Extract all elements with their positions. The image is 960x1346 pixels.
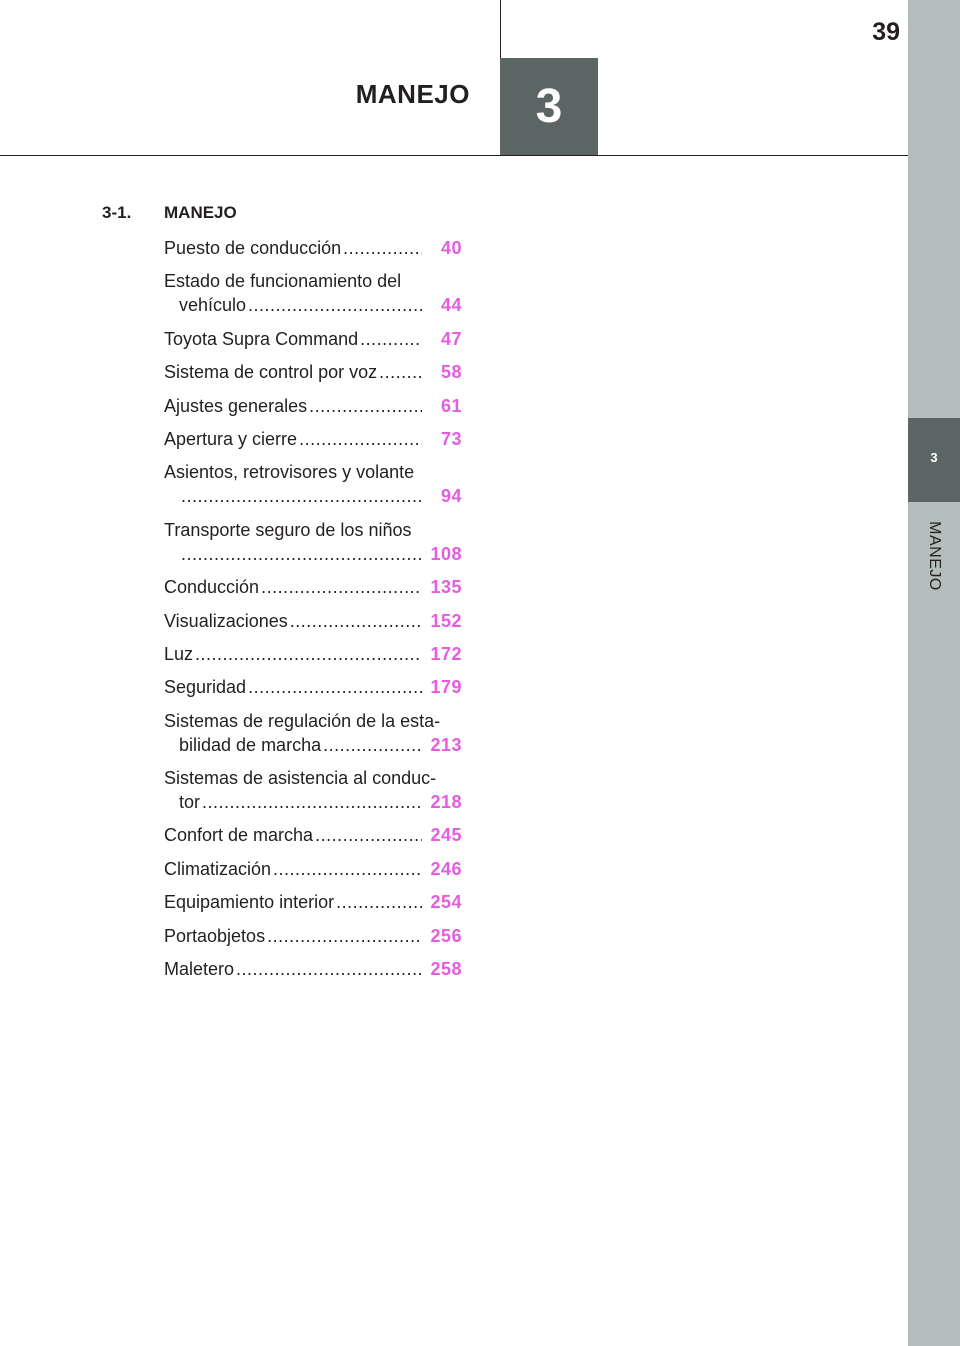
toc-page-link[interactable]: 135: [430, 577, 462, 598]
toc-entry[interactable]: [164, 427, 462, 451]
toc-page-link[interactable]: 40: [440, 238, 462, 258]
toc-entry-title: Toyota Supra Command: [164, 328, 359, 349]
dot-leader: [181, 542, 422, 566]
toc-page-link[interactable]: 108: [430, 543, 462, 564]
toc-entry-line: [164, 575, 462, 599]
toc-entry-title: vehículo: [179, 295, 247, 316]
side-chapter-label: MANEJO: [926, 521, 943, 591]
dot-leader: [336, 890, 422, 914]
toc-entry-title: Confort de marcha: [164, 825, 314, 846]
chapter-number-box: [500, 58, 598, 156]
toc-entry-line: [164, 236, 462, 260]
side-tab-number: 3: [930, 450, 938, 465]
chapter-side-tab[interactable]: [908, 418, 960, 502]
toc-entry-line: [164, 642, 462, 666]
toc-entry-title: Climatización: [164, 858, 272, 879]
toc-entry[interactable]: [164, 236, 462, 260]
toc-entry-title: Conducción: [164, 577, 260, 598]
toc-entry-line: [164, 427, 462, 451]
toc-entry-line: [164, 460, 462, 484]
dot-leader: [379, 360, 422, 384]
toc-page-link[interactable]: 94: [440, 486, 462, 507]
toc-entry-title: Maletero: [164, 959, 235, 980]
toc-entry-line: [164, 790, 462, 814]
toc-entry[interactable]: [164, 766, 462, 814]
toc-section-heading: [102, 203, 237, 223]
toc-entry[interactable]: [164, 360, 462, 384]
toc-entry-line: [164, 542, 462, 566]
toc-entry[interactable]: [164, 642, 462, 666]
toc-entry-title: Estado de funcionamiento del: [164, 271, 402, 292]
toc-entry-line: [164, 766, 462, 790]
dot-leader: [273, 857, 422, 881]
header-divider-horizontal: [0, 155, 908, 156]
toc-entry[interactable]: [164, 675, 462, 699]
toc-entry-line: [164, 518, 462, 542]
toc-page-link[interactable]: 213: [430, 734, 462, 755]
toc-entry-line: [164, 733, 462, 757]
toc-entry-title: Luz: [164, 643, 194, 664]
dot-leader: [290, 609, 422, 633]
dot-leader: [299, 427, 422, 451]
chapter-number: 3: [535, 80, 563, 133]
toc-page-link[interactable]: 246: [430, 858, 462, 879]
dot-leader: [360, 327, 422, 351]
toc-page-link[interactable]: 245: [430, 825, 462, 846]
toc-entry[interactable]: [164, 327, 462, 351]
toc-entry[interactable]: [164, 857, 462, 881]
toc-entry-title: Apertura y cierre: [164, 428, 298, 449]
toc-entry[interactable]: [164, 957, 462, 981]
toc-entry-title: tor: [179, 792, 201, 813]
dot-leader: [261, 575, 422, 599]
toc-entry[interactable]: [164, 269, 462, 317]
toc-page-link[interactable]: 179: [430, 677, 462, 698]
toc-entry-title: Puesto de conducción: [164, 238, 342, 258]
toc-entry[interactable]: [164, 709, 462, 757]
dot-leader: [248, 293, 422, 317]
toc-entry[interactable]: [164, 460, 462, 508]
toc-page-link[interactable]: 47: [440, 328, 462, 349]
dot-leader: [181, 484, 422, 508]
toc-entry-title: Sistemas de regulación de la esta-: [164, 710, 441, 731]
toc-entry-line: [164, 890, 462, 914]
toc-page-link[interactable]: 172: [430, 643, 462, 664]
toc-section-title: MANEJO: [164, 203, 237, 222]
toc-entry-line: [164, 675, 462, 699]
toc-entry-line: [164, 327, 462, 351]
dot-leader: [236, 957, 422, 981]
toc-entry-line: [164, 709, 462, 733]
toc-page-link[interactable]: 256: [430, 925, 462, 946]
toc-entry-line: [164, 823, 462, 847]
header-divider-vertical: [500, 0, 501, 58]
toc-entry-line: [164, 857, 462, 881]
toc-entry-title: Sistema de control por voz: [164, 362, 378, 383]
toc-entry-line: [164, 394, 462, 418]
table-of-contents: [164, 236, 462, 990]
toc-entry-title: Sistemas de asistencia al conduc-: [164, 768, 437, 789]
toc-entry-line: [164, 957, 462, 981]
toc-page-link[interactable]: 258: [430, 959, 462, 980]
toc-entry-line: [164, 484, 462, 508]
toc-entry-title: Portaobjetos: [164, 925, 266, 946]
side-strip: [908, 0, 960, 1346]
toc-entry-line: [164, 293, 462, 317]
toc-entry[interactable]: [164, 924, 462, 948]
page-number: 39: [872, 18, 900, 46]
dot-leader: [267, 924, 422, 948]
toc-entry-line: [164, 360, 462, 384]
toc-page-link[interactable]: 152: [430, 610, 462, 631]
dot-leader: [315, 823, 422, 847]
toc-page-link[interactable]: 254: [430, 892, 462, 913]
chapter-title: MANEJO: [355, 79, 470, 109]
toc-section-number: 3-1.: [102, 203, 132, 222]
toc-entry-title: bilidad de marcha: [179, 734, 322, 755]
toc-page-link[interactable]: 61: [440, 395, 462, 416]
toc-entry-line: [164, 609, 462, 633]
toc-entry-title: Equipamiento interior: [164, 892, 335, 913]
toc-entry-title: Visualizaciones: [164, 610, 288, 631]
dot-leader: [248, 675, 422, 699]
toc-entry[interactable]: [164, 394, 462, 418]
toc-entry-title: Asientos, retrovisores y volante: [164, 462, 415, 483]
toc-entry[interactable]: [164, 575, 462, 599]
toc-entry[interactable]: [164, 518, 462, 566]
dot-leader: [195, 642, 422, 666]
dot-leader: [202, 790, 422, 814]
toc-entry-title: Transporte seguro de los niños: [164, 519, 412, 540]
toc-entry[interactable]: [164, 890, 462, 914]
toc-entry-line: [164, 269, 462, 293]
dot-leader: [309, 394, 422, 418]
toc-entry-title: Ajustes generales: [164, 395, 308, 416]
toc-entry[interactable]: [164, 609, 462, 633]
dot-leader: [323, 733, 422, 757]
dot-leader: [343, 236, 422, 260]
toc-entry-line: [164, 924, 462, 948]
toc-entry[interactable]: [164, 823, 462, 847]
toc-page-link[interactable]: 218: [430, 792, 462, 813]
toc-page-link[interactable]: 58: [440, 362, 462, 383]
toc-page-link[interactable]: 44: [440, 295, 462, 316]
toc-entry-title: Seguridad: [164, 677, 247, 698]
toc-page-link[interactable]: 73: [440, 428, 462, 449]
